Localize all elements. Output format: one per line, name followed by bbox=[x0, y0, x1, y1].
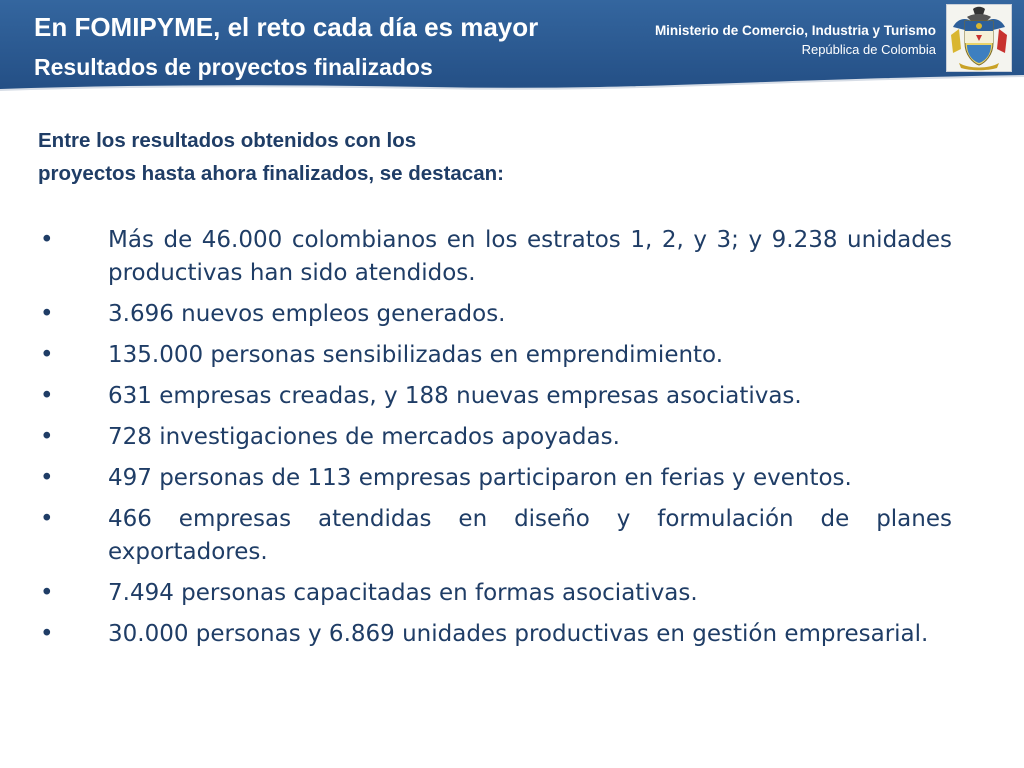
list-item-text: 466 empresas atendidas en diseño y formulación de planes exportadores. bbox=[108, 506, 952, 565]
list-item bbox=[38, 462, 952, 495]
slide-subtitle: Resultados de proyectos finalizados bbox=[34, 54, 433, 80]
list-item bbox=[38, 380, 952, 413]
bullet-dot-icon: • bbox=[40, 465, 54, 491]
list-item-text: 497 personas de 113 empresas participaron en ferias y eventos. bbox=[108, 465, 852, 491]
coat-of-arms-icon bbox=[946, 4, 1012, 72]
country-name: República de Colombia bbox=[801, 42, 936, 57]
bullet-dot-icon: • bbox=[40, 506, 54, 532]
bullet-dot-icon: • bbox=[40, 301, 54, 327]
list-item-text: Más de 46.000 colombianos en los estratos 1, 2, y 3; y 9.238 unidades productivas han sido atendidos. bbox=[108, 227, 952, 286]
header-band bbox=[0, 0, 1024, 90]
list-item bbox=[38, 618, 952, 651]
list-item bbox=[38, 421, 952, 454]
list-item bbox=[38, 577, 952, 610]
bullet-dot-icon: • bbox=[40, 580, 54, 606]
intro-text bbox=[38, 124, 658, 190]
bullet-dot-icon: • bbox=[40, 383, 54, 409]
bullet-dot-icon: • bbox=[40, 342, 54, 368]
bullet-dot-icon: • bbox=[40, 227, 54, 253]
list-item-text: 631 empresas creadas, y 188 nuevas empresas asociativas. bbox=[108, 383, 802, 409]
ministry-block bbox=[655, 21, 936, 59]
list-item bbox=[38, 224, 952, 290]
ministry-name: Ministerio de Comercio, Industria y Turismo bbox=[654, 23, 936, 38]
bullet-dot-icon: • bbox=[40, 424, 54, 450]
list-item-text: 135.000 personas sensibilizadas en emprendimiento. bbox=[108, 342, 724, 368]
list-item-text: 7.494 personas capacitadas en formas asociativas. bbox=[108, 580, 698, 606]
list-item-text: 728 investigaciones de mercados apoyadas. bbox=[108, 424, 620, 450]
results-list bbox=[38, 224, 952, 659]
list-item bbox=[38, 339, 952, 372]
list-item-text: 30.000 personas y 6.869 unidades productivas en gestión empresarial. bbox=[108, 621, 929, 647]
intro-line-1: Entre los resultados obtenidos con los bbox=[38, 129, 417, 152]
list-item-text: 3.696 nuevos empleos generados. bbox=[108, 301, 506, 327]
bullet-dot-icon: • bbox=[40, 621, 54, 647]
list-item bbox=[38, 298, 952, 331]
slide-title: En FOMIPYME, el reto cada día es mayor bbox=[34, 12, 539, 42]
intro-line-2: proyectos hasta ahora finalizados, se destacan: bbox=[38, 162, 504, 185]
list-item bbox=[38, 503, 952, 569]
